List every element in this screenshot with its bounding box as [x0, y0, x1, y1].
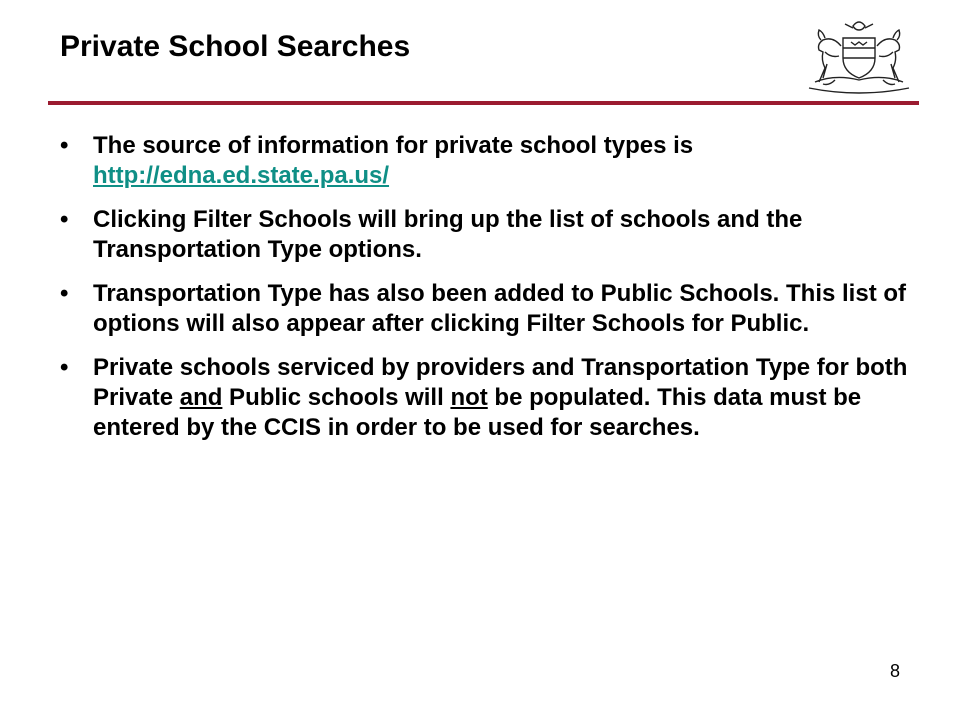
bullet-marker: •	[60, 354, 69, 381]
bullet-text: Private schools serviced by providers and Transportation Type for both Private	[93, 354, 908, 411]
bullet-text: Public schools will	[222, 384, 451, 411]
pennsylvania-coat-of-arms-icon	[795, 16, 923, 96]
title-divider	[48, 101, 919, 105]
bullet-list	[60, 131, 920, 457]
bullet-item	[60, 353, 920, 443]
bullet-marker: •	[60, 280, 69, 307]
edna-link[interactable]: http://edna.ed.state.pa.us/	[93, 162, 390, 189]
bullet-item	[60, 205, 920, 265]
underlined-not: not	[450, 384, 488, 411]
bullet-marker: •	[60, 132, 69, 159]
page-number: 8	[890, 661, 901, 681]
bullet-text: be populated. This data must be entered by the CCIS in order to be used for searches.	[93, 384, 862, 441]
slide-title: Private School Searches	[60, 30, 411, 63]
bullet-text: Transportation Type has also been added to Public Schools. This list of options will also appear after clicking Filter Schools for Public.	[93, 280, 907, 337]
bullet-text: The source of information for private school types is	[93, 132, 694, 159]
bullet-text: Clicking Filter Schools will bring up the list of schools and the Transportation Type options.	[93, 206, 803, 263]
bullet-item	[60, 279, 920, 339]
bullet-marker: •	[60, 206, 69, 233]
bullet-item	[60, 131, 920, 191]
underlined-and: and	[179, 384, 223, 411]
